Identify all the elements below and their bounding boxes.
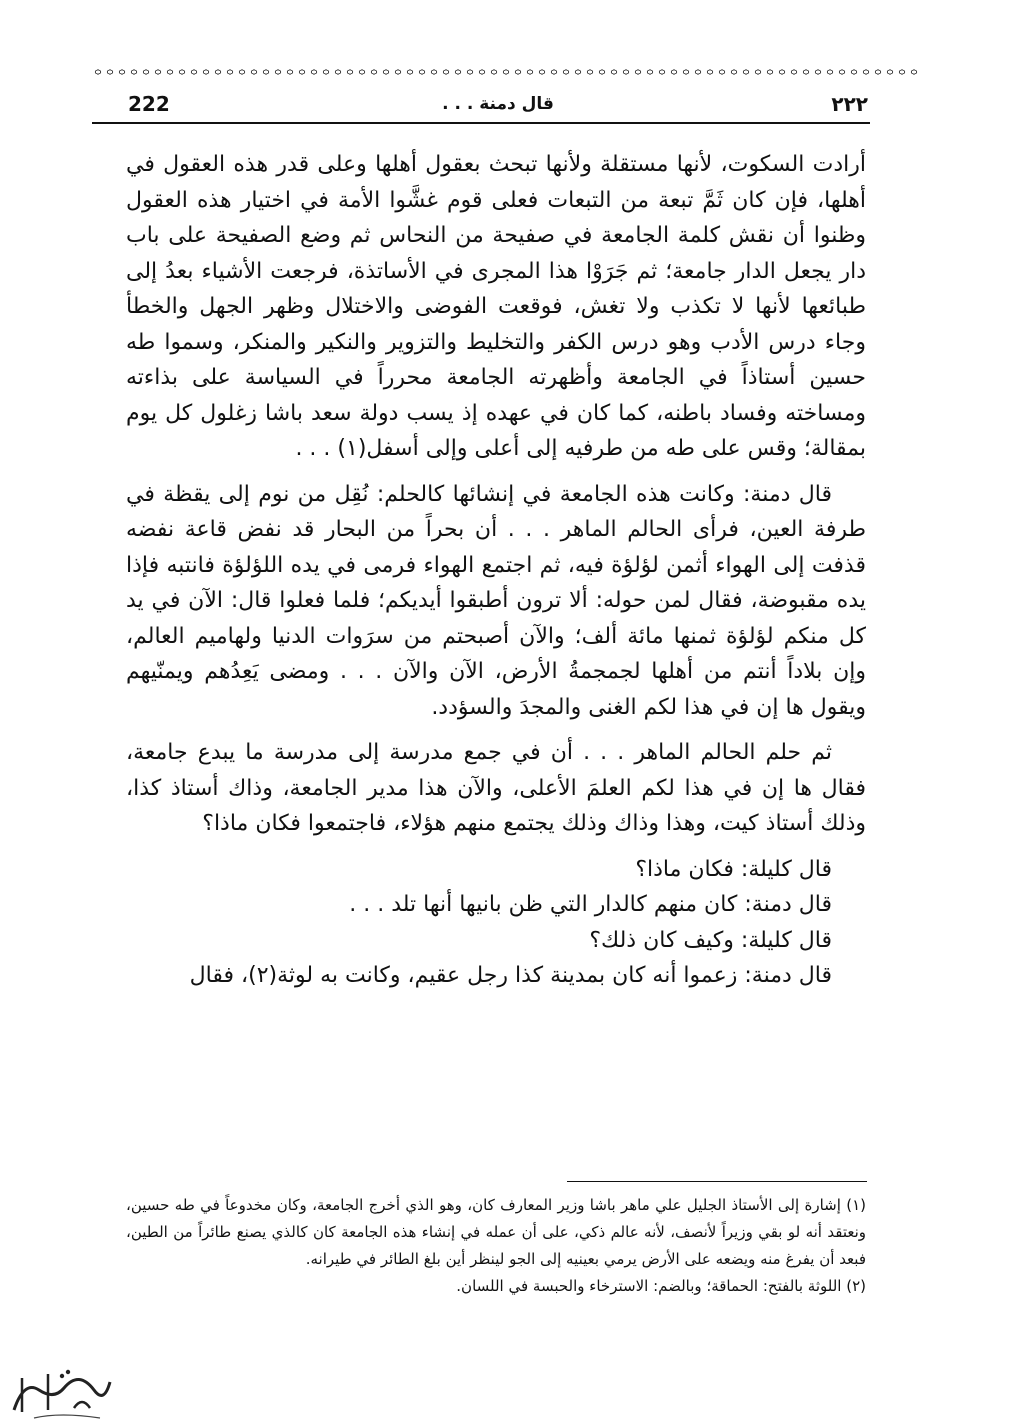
page-number-arabic: ٢٢٢ — [831, 92, 868, 116]
page-number-latin: 222 — [128, 92, 170, 116]
dialogue-line: قال دمنة: كان منهم كالدار التي ظن بانيها أنها تلد . . . — [349, 892, 832, 917]
footnote-rule — [567, 1181, 867, 1182]
main-text — [126, 147, 866, 994]
footnotes — [126, 1192, 866, 1300]
running-header — [128, 92, 868, 120]
header-rule — [92, 122, 870, 124]
paragraph: قال دمنة: زعموا أنه كان بمدينة كذا رجل عقيم، وكانت به لوثة(٢)، فقال — [189, 963, 832, 988]
dialogue-line: قال كليلة: وكيف كان ذلك؟ — [589, 927, 832, 953]
decorative-chain-border — [92, 66, 920, 78]
calligraphy-stamp-logo — [4, 1360, 116, 1422]
footnote: (١) إشارة إلى الأستاذ الجليل علي ماهر باشا وزير المعارف كان، وهو الذي أخرج الجامعة، وكان مخدوعاً في طه حسين، ونعتقد أنه لو بقي وزيراً لأنصف، لأنه عالم ذكي، على أن عمله في إنشاء هذه الجامعة كان كالذي يصنع طائراً من الطين، فبعد أن يفرغ منه ويضعه على الأرض يرمي بعينيه إلى الجو لينظر أين بلغ الطائر في طيرانه. — [126, 1196, 866, 1268]
footnote: (٢) اللوثة بالفتح: الحماقة؛ وبالضم: الاسترخاء والحبسة في اللسان. — [456, 1277, 866, 1295]
running-title: قال دمنة . . . — [442, 94, 554, 114]
paragraph: قال دمنة: وكانت هذه الجامعة في إنشائها كالحلم: نُقِل من نوم إلى يقظة في طرفة العين، فرأى الحالم الماهر . . . أن بحراً من البحار قد نفض قاعة نفضه قذفت إلى الهواء أثمن لؤلؤة فيه، ثم اجتمع الهواء فرمى في يده اللؤلؤة فانتبه فإذا يده مقبوضة، فقال لمن حوله: ألا ترون أطبقوا أيديكم؛ فلما فعلوا قال: الآن في يد كل منكم لؤلؤة ثمنها مائة ألف؛ والآن أصبحتم من سرَوات الدنيا ولهاميم العالم، وإن بلاداً أنتم من أهلها لجمجمةُ الأرض، الآن والآن . . . ومضى يَعِدُهم ويمنّيهم ويقول ها إن في هذا لكم الغنى والمجدَ والسؤدد. — [126, 481, 866, 720]
paragraph: ثم حلم الحالم الماهر . . . أن في جمع مدرسة إلى مدرسة ما يبدع جامعة، فقال ها إن في هذا لكم العلمَ الأعلى، والآن هذا مدير الجامعة، وذاك أستاذ كذا، وذلك أستاذ كيت، وهذا وذاك وذلك يجتمع منهم هؤلاء، فاجتمعوا فكان ماذا؟ — [126, 740, 866, 836]
paragraph: أرادت السكوت، لأنها مستقلة ولأنها تبحث بعقول أهلها وعلى قدر هذه العقول في أهلها، فإن كان ثَمَّ تبعة من التبعات فعلى قوم غشَّوا الأمة في اختيار هذه العقول وظنوا أن نقش كلمة الجامعة في صفيحة من النحاس ثم وضع الصفيحة على باب دار يجعل الدار جامعة؛ ثم جَرَوْا هذا المجرى في الأساتذة، فرجعت الأشياء بعدُ إلى طبائعها لأنها لا تكذب ولا تغش، فوقعت الفوضى والاختلال وظهر الجهل والخطأ وجاء درس الأدب وهو درس الكفر والتخليط والتزوير والنكير والمنكر، وسموا طه حسين أستاذاً في الجامعة وأظهرته الجامعة محرراً في السياسة على بذاءته ومساخته وفساد باطنه، كما كان في عهده إذ يسب دولة سعد باشا زغلول كل يوم بمقالة؛ وقس على طه من طرفيه إلى أعلى وإلى أسفل(١) . . . — [126, 152, 866, 461]
dialogue-line: قال كليلة: فكان ماذا؟ — [635, 856, 832, 882]
